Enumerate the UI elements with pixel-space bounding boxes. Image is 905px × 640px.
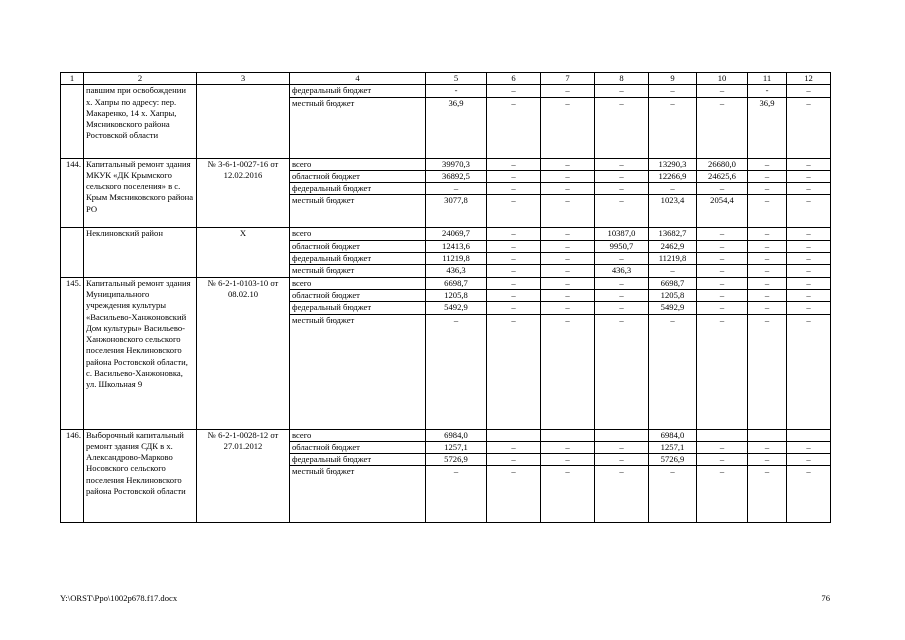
amount-cell: – (787, 314, 831, 429)
item-number: 145. (61, 277, 84, 429)
column-number-row (61, 73, 831, 85)
amount-cell: – (487, 277, 541, 289)
amount-cell: – (748, 240, 787, 252)
amount-cell: – (595, 183, 649, 195)
amount-cell (697, 429, 748, 441)
file-path: Y:\ORST\Ppo\1002p678.f17.docx (60, 593, 178, 603)
amount-cell: – (787, 97, 831, 158)
amount-cell: – (787, 441, 831, 453)
amount-cell: – (748, 277, 787, 289)
amount-cell: 3077,8 (426, 195, 487, 228)
amount-cell: 2054,4 (697, 195, 748, 228)
funding-source: местный бюджет (290, 97, 426, 158)
item-number: 146. (61, 429, 84, 523)
amount-cell: 12266,9 (649, 170, 697, 182)
amount-cell: – (697, 97, 748, 158)
amount-cell: 5726,9 (649, 454, 697, 466)
project-doc: № 3-6-1-0027-16 от 12.02.2016 (197, 158, 290, 228)
amount-cell (748, 429, 787, 441)
amount-cell: 9950,7 (595, 240, 649, 252)
column-number: 9 (649, 73, 697, 85)
amount-cell: 11219,8 (426, 253, 487, 265)
amount-cell: – (541, 97, 595, 158)
amount-cell: – (426, 183, 487, 195)
column-number: 6 (487, 73, 541, 85)
amount-cell: – (748, 454, 787, 466)
amount-cell: – (487, 441, 541, 453)
table-row (61, 158, 831, 170)
amount-cell: – (697, 454, 748, 466)
amount-cell: – (487, 228, 541, 240)
amount-cell (541, 429, 595, 441)
project-doc: Х (197, 228, 290, 277)
column-number: 7 (541, 73, 595, 85)
amount-cell: – (649, 97, 697, 158)
amount-cell: – (541, 228, 595, 240)
amount-cell: – (541, 289, 595, 301)
amount-cell: 6984,0 (426, 429, 487, 441)
funding-source: всего (290, 429, 426, 441)
amount-cell: 36892,5 (426, 170, 487, 182)
funding-source: федеральный бюджет (290, 454, 426, 466)
amount-cell: – (748, 158, 787, 170)
amount-cell: – (787, 85, 831, 97)
amount-cell: – (595, 302, 649, 314)
funding-source: областной бюджет (290, 240, 426, 252)
object-name: Капитальный ремонт здания МКУК «ДК Крымского сельского поселения» в с. Крым Мясниковского района РО (84, 158, 197, 228)
amount-cell: 26680,0 (697, 158, 748, 170)
amount-cell: – (748, 265, 787, 277)
amount-cell: – (426, 314, 487, 429)
amount-cell: – (595, 454, 649, 466)
amount-cell: - (426, 85, 487, 97)
amount-cell (487, 429, 541, 441)
amount-cell: – (487, 265, 541, 277)
table-row (61, 277, 831, 289)
amount-cell: – (787, 466, 831, 523)
amount-cell: 6698,7 (426, 277, 487, 289)
amount-cell: – (697, 228, 748, 240)
amount-cell: – (649, 85, 697, 97)
amount-cell: – (541, 195, 595, 228)
amount-cell: 6984,0 (649, 429, 697, 441)
amount-cell: 5492,9 (649, 302, 697, 314)
amount-cell: – (541, 183, 595, 195)
item-number: 144. (61, 158, 84, 228)
amount-cell: – (787, 183, 831, 195)
item-number (61, 85, 84, 158)
funding-source: федеральный бюджет (290, 253, 426, 265)
amount-cell: – (649, 466, 697, 523)
amount-cell: – (595, 170, 649, 182)
amount-cell: – (487, 170, 541, 182)
amount-cell: 13682,7 (649, 228, 697, 240)
amount-cell: 436,3 (426, 265, 487, 277)
column-number: 11 (748, 73, 787, 85)
amount-cell: – (487, 240, 541, 252)
amount-cell: – (595, 441, 649, 453)
amount-cell: 1257,1 (649, 441, 697, 453)
amount-cell: 36,9 (748, 97, 787, 158)
amount-cell: – (697, 289, 748, 301)
amount-cell: – (487, 195, 541, 228)
funding-source: местный бюджет (290, 265, 426, 277)
amount-cell: – (748, 228, 787, 240)
amount-cell: – (649, 183, 697, 195)
amount-cell: – (748, 314, 787, 429)
funding-source: областной бюджет (290, 289, 426, 301)
amount-cell: – (541, 441, 595, 453)
amount-cell: 12413,6 (426, 240, 487, 252)
amount-cell: – (541, 454, 595, 466)
project-doc: № 6-2-1-0028-12 от 27.01.2012 (197, 429, 290, 523)
amount-cell: – (487, 454, 541, 466)
amount-cell: – (697, 441, 748, 453)
column-number: 2 (84, 73, 197, 85)
amount-cell: – (787, 302, 831, 314)
column-number: 8 (595, 73, 649, 85)
amount-cell: – (541, 302, 595, 314)
amount-cell: 24625,6 (697, 170, 748, 182)
amount-cell: – (541, 170, 595, 182)
amount-cell: – (748, 302, 787, 314)
funding-source: областной бюджет (290, 170, 426, 182)
amount-cell: – (787, 170, 831, 182)
column-number: 5 (426, 73, 487, 85)
funding-source: местный бюджет (290, 466, 426, 523)
amount-cell: – (487, 466, 541, 523)
funding-source: всего (290, 228, 426, 240)
object-name: Капитальный ремонт здания Муниципального учреждения культуры «Васильево-Ханжоновский Дом культуры» Васильево-Ханжоновского сельского поселения Неклиновского района Ростовской области, с. Васильево-Ханжоновка, ул. Школьная 9 (84, 277, 197, 429)
amount-cell: – (748, 170, 787, 182)
amount-cell: – (487, 97, 541, 158)
budget-table (60, 72, 831, 523)
amount-cell: – (787, 265, 831, 277)
amount-cell: – (697, 253, 748, 265)
amount-cell: – (487, 289, 541, 301)
amount-cell: – (541, 158, 595, 170)
amount-cell: 13290,3 (649, 158, 697, 170)
funding-source: местный бюджет (290, 314, 426, 429)
amount-cell: 36,9 (426, 97, 487, 158)
amount-cell: – (595, 277, 649, 289)
table-row (61, 228, 831, 240)
budget-table-page (60, 72, 830, 523)
amount-cell: – (426, 466, 487, 523)
amount-cell: – (487, 253, 541, 265)
amount-cell: – (595, 314, 649, 429)
amount-cell: – (541, 85, 595, 97)
column-number: 12 (787, 73, 831, 85)
amount-cell: – (541, 466, 595, 523)
amount-cell (595, 429, 649, 441)
amount-cell: – (697, 466, 748, 523)
funding-source: местный бюджет (290, 195, 426, 228)
amount-cell: - (748, 85, 787, 97)
object-name: Выборочный капитальный ремонт здания СДК в х. Александрово-Марково Носовского сельского поселения Неклиновского района Ростовской области (84, 429, 197, 523)
amount-cell: 5726,9 (426, 454, 487, 466)
amount-cell: – (697, 240, 748, 252)
amount-cell: – (595, 466, 649, 523)
amount-cell: – (595, 289, 649, 301)
amount-cell: – (595, 85, 649, 97)
table-row (61, 85, 831, 97)
amount-cell: 1023,4 (649, 195, 697, 228)
column-number: 10 (697, 73, 748, 85)
funding-source: всего (290, 277, 426, 289)
amount-cell: – (787, 195, 831, 228)
funding-source: всего (290, 158, 426, 170)
amount-cell: – (697, 302, 748, 314)
amount-cell: 436,3 (595, 265, 649, 277)
amount-cell: – (487, 158, 541, 170)
amount-cell: – (787, 158, 831, 170)
amount-cell: – (697, 85, 748, 97)
object-name: Неклиновский район (84, 228, 197, 277)
amount-cell: – (748, 195, 787, 228)
amount-cell: – (697, 183, 748, 195)
amount-cell: – (541, 240, 595, 252)
amount-cell: – (748, 289, 787, 301)
amount-cell: – (649, 265, 697, 277)
amount-cell: – (541, 253, 595, 265)
amount-cell: – (697, 277, 748, 289)
funding-source: федеральный бюджет (290, 183, 426, 195)
column-number: 4 (290, 73, 426, 85)
amount-cell: 10387,0 (595, 228, 649, 240)
amount-cell: – (787, 277, 831, 289)
amount-cell: – (787, 228, 831, 240)
amount-cell: – (787, 253, 831, 265)
amount-cell: – (787, 454, 831, 466)
object-name: павшим при освобождении х. Хапры по адресу: пер. Макаренко, 14 х. Хапры, Мясниковского района Ростовской области (84, 85, 197, 158)
amount-cell: – (748, 466, 787, 523)
amount-cell: – (595, 195, 649, 228)
amount-cell (787, 429, 831, 441)
funding-source: федеральный бюджет (290, 85, 426, 97)
project-doc (197, 85, 290, 158)
amount-cell: – (787, 289, 831, 301)
amount-cell: – (487, 183, 541, 195)
amount-cell: 11219,8 (649, 253, 697, 265)
column-number: 1 (61, 73, 84, 85)
amount-cell: 39970,3 (426, 158, 487, 170)
item-number (61, 228, 84, 277)
amount-cell: – (487, 314, 541, 429)
funding-source: областной бюджет (290, 441, 426, 453)
amount-cell: – (697, 265, 748, 277)
amount-cell: – (748, 441, 787, 453)
amount-cell: 2462,9 (649, 240, 697, 252)
amount-cell: – (697, 314, 748, 429)
amount-cell: 24069,7 (426, 228, 487, 240)
amount-cell: – (649, 314, 697, 429)
column-number: 3 (197, 73, 290, 85)
amount-cell: 6698,7 (649, 277, 697, 289)
amount-cell: 5492,9 (426, 302, 487, 314)
amount-cell: 1205,8 (426, 289, 487, 301)
amount-cell: – (595, 97, 649, 158)
page-number: 76 (821, 593, 830, 603)
amount-cell: – (595, 158, 649, 170)
amount-cell: – (541, 314, 595, 429)
amount-cell: – (541, 277, 595, 289)
amount-cell: – (487, 302, 541, 314)
amount-cell: – (748, 253, 787, 265)
amount-cell: 1257,1 (426, 441, 487, 453)
project-doc: № 6-2-1-0103-10 от 08.02.10 (197, 277, 290, 429)
amount-cell: – (541, 265, 595, 277)
amount-cell: 1205,8 (649, 289, 697, 301)
amount-cell: – (787, 240, 831, 252)
table-row (61, 429, 831, 441)
amount-cell: – (748, 183, 787, 195)
funding-source: федеральный бюджет (290, 302, 426, 314)
amount-cell: – (595, 253, 649, 265)
amount-cell: – (487, 85, 541, 97)
